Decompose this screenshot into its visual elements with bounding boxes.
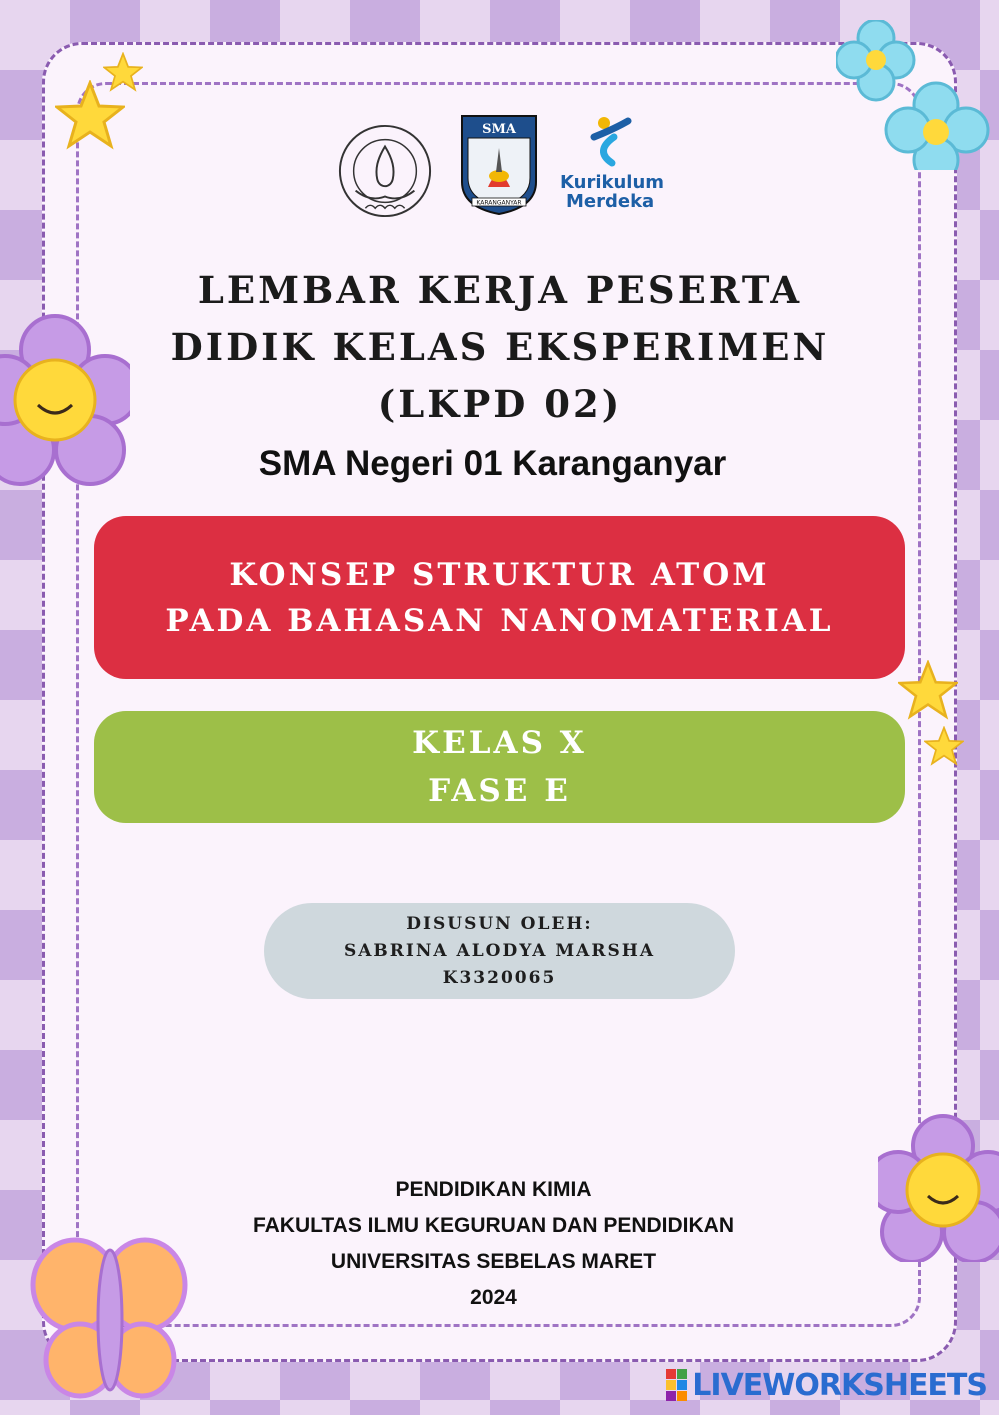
liveworksheets-watermark[interactable] (666, 1365, 987, 1405)
school-name: SMA Negeri 01 Karanganyar (258, 444, 727, 483)
grade-line-1: KELAS X (412, 725, 587, 761)
kurikulum-merdeka-logo (560, 115, 670, 215)
sma-badge-text: KARANGANYAR (476, 199, 522, 207)
star-icon (924, 726, 964, 766)
sma-badge-top: SMA (482, 122, 516, 137)
author-label: DISUSUN OLEH: (406, 913, 593, 934)
topic-line-1: KONSEP STRUKTUR ATOM (229, 556, 770, 593)
footer-line-4: 2024 (470, 1286, 517, 1309)
grade-line-2: FASE E (428, 773, 571, 809)
topic-banner (94, 516, 905, 679)
topic-line-2: PADA BAHASAN NANOMATERIAL (165, 602, 834, 639)
footer-line-3: UNIVERSITAS SEBELAS MARET (330, 1250, 657, 1273)
institution-footer (0, 1172, 987, 1316)
uns-logo-icon (336, 122, 434, 220)
page-title (100, 262, 900, 433)
watermark-text: LIVEWORKSHEETS (692, 1367, 987, 1403)
logo-row (0, 110, 999, 220)
merdeka-text: Merdeka (566, 191, 655, 212)
grade-banner (94, 711, 905, 823)
title-line-1: LEMBAR KERJA PESERTA (197, 268, 803, 312)
liveworksheets-logo-icon (666, 1369, 688, 1401)
kurikulum-text: Kurikulum (560, 172, 665, 193)
title-line-3: (LKPD 02) (377, 382, 623, 426)
author-name: SABRINA ALODYA MARSHA (343, 940, 656, 961)
author-badge (264, 903, 735, 999)
footer-line-1: PENDIDIKAN KIMIA (395, 1178, 592, 1201)
title-line-2: DIDIK KELAS EKSPERIMEN (170, 325, 830, 369)
sma-badge-icon (458, 112, 540, 217)
footer-line-2: FAKULTAS ILMU KEGURUAN DAN PENDIDIKAN (252, 1214, 735, 1237)
kurikulum-figure-icon (588, 115, 638, 171)
star-icon (898, 660, 958, 720)
star-icon (103, 52, 143, 92)
author-id: K3320065 (442, 967, 557, 988)
